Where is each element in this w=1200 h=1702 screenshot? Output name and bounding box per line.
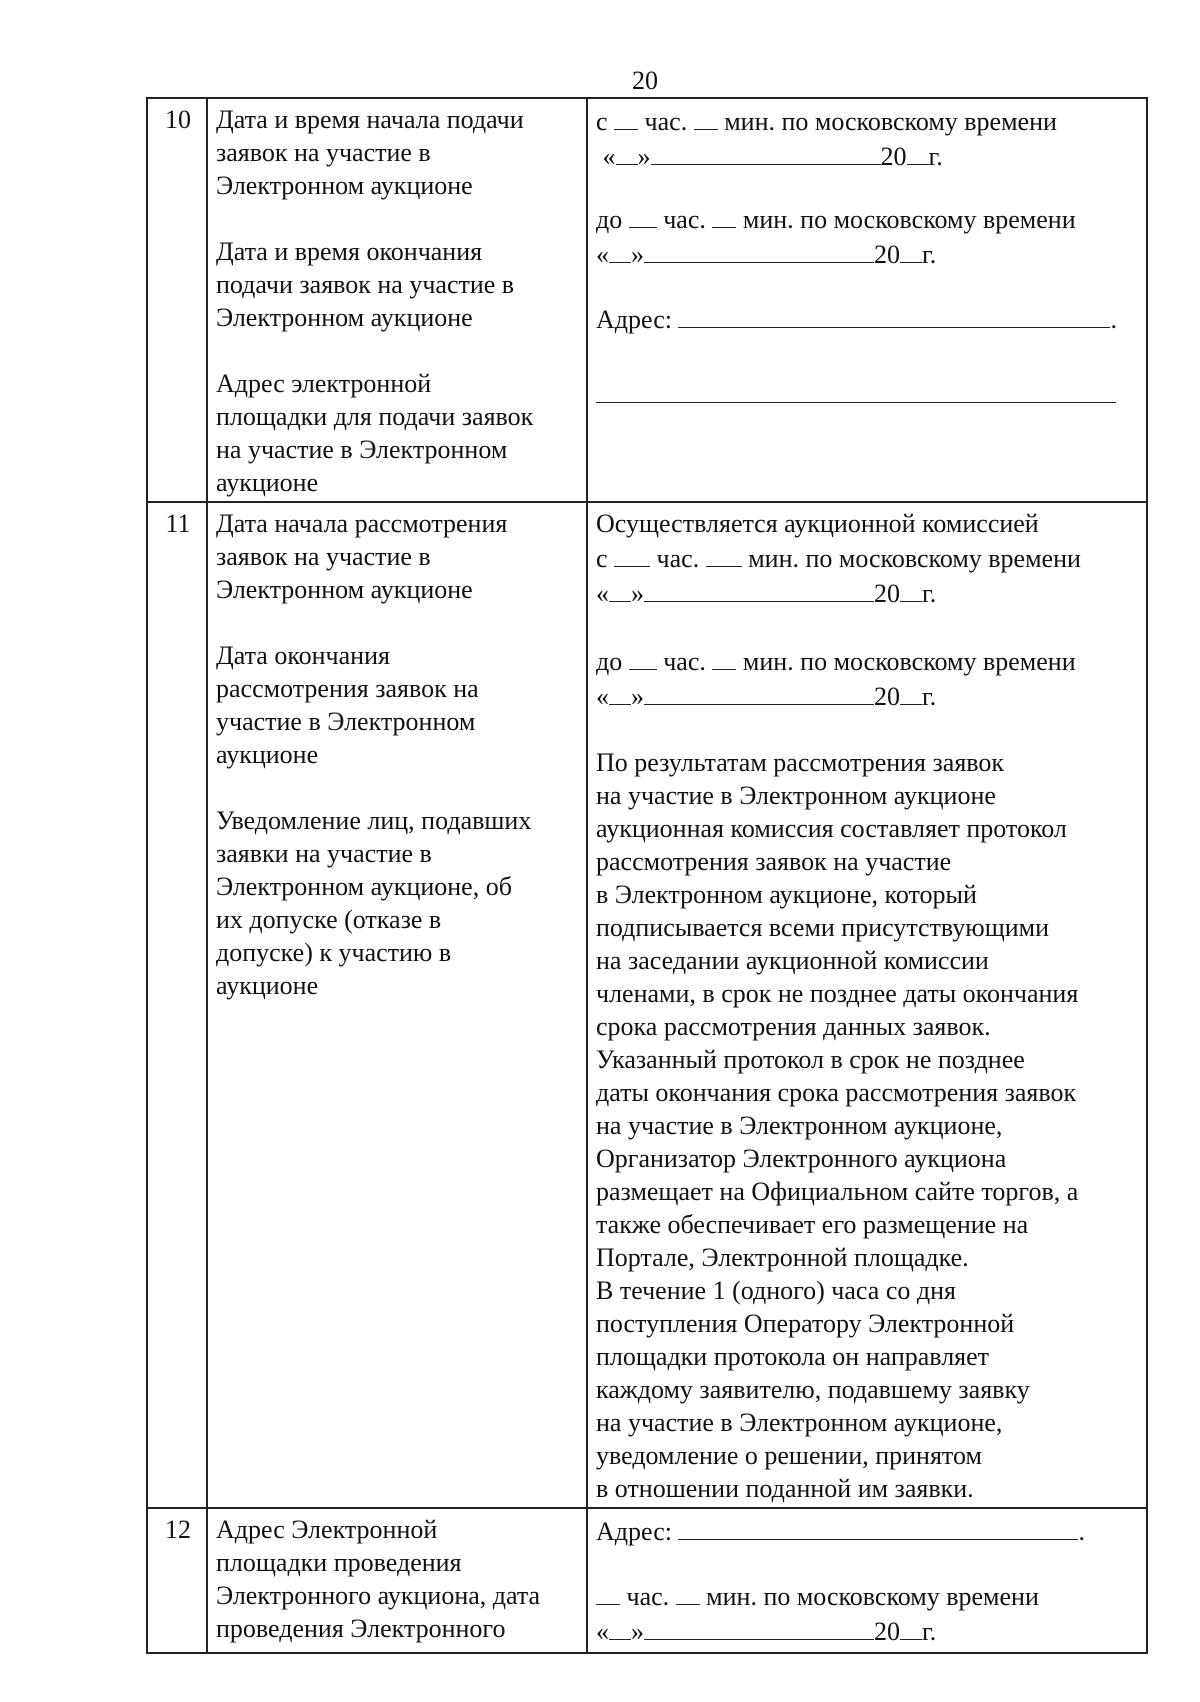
value-line: Указанный протокол в срок не позднее	[596, 1045, 1025, 1074]
desc-line: на участие в Электронном	[216, 435, 508, 464]
desc-line: заявок на участие в	[216, 138, 431, 167]
row-value	[587, 98, 1147, 502]
value-line: в отношении поданной им заявки.	[596, 1474, 974, 1503]
value-line: площадки протокола он направляет	[596, 1342, 990, 1371]
start-time-line: с час. мин. по московскому времени	[596, 103, 1140, 138]
end-date-line: « » 20 г.	[596, 678, 1140, 713]
year-blank	[900, 678, 922, 705]
value-line: Осуществляется аукционной комиссией	[596, 509, 1039, 538]
minutes-blank	[712, 643, 736, 670]
time-line: час. мин. по московскому времени	[596, 1578, 1140, 1613]
row-number: 10	[147, 98, 207, 502]
row-value	[587, 1508, 1147, 1653]
desc-line: площадки проведения	[216, 1548, 462, 1577]
day-blank	[609, 1613, 631, 1640]
desc-line: допуске) к участию в	[216, 938, 452, 967]
desc-line: рассмотрения заявок на	[216, 674, 479, 703]
minutes-blank	[676, 1578, 700, 1605]
value-line: В течение 1 (одного) часа со дня	[596, 1276, 956, 1305]
minutes-blank	[694, 103, 718, 130]
day-blank	[616, 138, 638, 165]
start-date-line: « » 20 г.	[596, 575, 1140, 610]
desc-line: аукционе	[216, 971, 319, 1000]
desc-line: Дата окончания	[216, 641, 390, 670]
end-time-line: до час. мин. по московскому времени	[596, 201, 1140, 236]
desc-line: заявок на участие в	[216, 542, 431, 571]
month-blank	[644, 236, 874, 263]
value-line: на участие в Электронном аукционе,	[596, 1408, 1003, 1437]
value-line: каждому заявителю, подавшему заявку	[596, 1375, 1030, 1404]
desc-line: Уведомление лиц, подавших	[216, 806, 532, 835]
value-line: на заседании аукционной комиссии	[596, 946, 989, 975]
value-line: членами, в срок не позднее даты окончания	[596, 979, 1079, 1008]
desc-line: их допуске (отказе в	[216, 905, 442, 934]
year-blank	[900, 236, 922, 263]
year-blank	[907, 138, 929, 165]
desc-line: Электронном аукционе	[216, 171, 473, 200]
address-continuation-line	[596, 376, 1140, 411]
value-line: на участие в Электронном аукционе,	[596, 1111, 1003, 1140]
table-row-11	[147, 502, 1147, 1508]
row-value	[587, 502, 1147, 1508]
day-blank	[609, 575, 631, 602]
desc-line: заявки на участие в	[216, 839, 432, 868]
desc-line: аукционе	[216, 468, 319, 497]
row-description	[207, 502, 587, 1508]
minutes-blank	[706, 540, 742, 567]
value-line: аукционная комиссия составляет протокол	[596, 814, 1067, 843]
desc-line: Дата и время окончания	[216, 237, 483, 266]
hours-blank	[629, 643, 657, 670]
value-line: на участие в Электронном аукционе	[596, 781, 996, 810]
table-row-10	[147, 98, 1147, 502]
hours-blank	[614, 103, 638, 130]
value-line: Организатор Электронного аукциона	[596, 1144, 1007, 1173]
value-line: Портале, Электронной площадке.	[596, 1243, 969, 1272]
desc-line: Электронного аукциона, дата	[216, 1581, 541, 1610]
row-description	[207, 98, 587, 502]
desc-line: Адрес электронной	[216, 369, 432, 398]
desc-line: Электронном аукционе	[216, 303, 473, 332]
hours-blank	[614, 540, 650, 567]
day-blank	[609, 236, 631, 263]
value-line: уведомление о решении, принятом	[596, 1441, 982, 1470]
address-blank	[678, 301, 1110, 328]
value-line: поступления Оператору Электронной	[596, 1309, 1015, 1338]
desc-line: площадки для подачи заявок	[216, 402, 534, 431]
value-line: По результатам рассмотрения заявок	[596, 748, 1005, 777]
desc-line: Электронном аукционе	[216, 575, 473, 604]
page-number: 20	[632, 66, 658, 95]
end-time-line: до час. мин. по московскому времени	[596, 643, 1140, 678]
desc-line: Дата и время начала подачи	[216, 105, 524, 134]
start-date-line: « » 20 г.	[596, 138, 1140, 173]
minutes-blank	[712, 201, 736, 228]
year-blank	[900, 1613, 922, 1640]
row-description	[207, 1508, 587, 1653]
desc-line: проведения Электронного	[216, 1614, 506, 1643]
value-line: размещает на Официальном сайте торгов, а	[596, 1177, 1079, 1206]
day-blank	[609, 678, 631, 705]
year-blank	[900, 575, 922, 602]
desc-line: Дата начала рассмотрения	[216, 509, 508, 538]
month-blank	[644, 575, 874, 602]
address-line: Адрес: .	[596, 1513, 1140, 1548]
month-blank	[644, 1613, 874, 1640]
row-number: 12	[147, 1508, 207, 1653]
value-line: рассмотрения заявок на участие	[596, 847, 952, 876]
address-blank-2	[596, 376, 1116, 403]
desc-line: Адрес Электронной	[216, 1515, 438, 1544]
address-blank	[678, 1513, 1078, 1540]
desc-line: Электронном аукционе, об	[216, 872, 512, 901]
month-blank	[644, 678, 874, 705]
value-line: срока рассмотрения данных заявок.	[596, 1012, 991, 1041]
date-line: « » 20 г.	[596, 1613, 1140, 1648]
address-line: Адрес: .	[596, 301, 1140, 336]
row-number: 11	[147, 502, 207, 1508]
end-date-line: « » 20 г.	[596, 236, 1140, 271]
value-line: также обеспечивает его размещение на	[596, 1210, 1029, 1239]
desc-line: подачи заявок на участие в	[216, 270, 515, 299]
value-line: подписывается всеми присутствующими	[596, 913, 1050, 942]
table-row-12	[147, 1508, 1147, 1653]
value-line: даты окончания срока рассмотрения заявок	[596, 1078, 1077, 1107]
month-blank	[651, 138, 881, 165]
start-time-line: с час. мин. по московскому времени	[596, 540, 1140, 575]
hours-blank	[629, 201, 657, 228]
value-line: в Электронном аукционе, который	[596, 880, 977, 909]
hours-blank	[596, 1578, 620, 1605]
desc-line: участие в Электронном	[216, 707, 476, 736]
desc-line: аукционе	[216, 740, 319, 769]
auction-info-table	[146, 97, 1148, 1654]
